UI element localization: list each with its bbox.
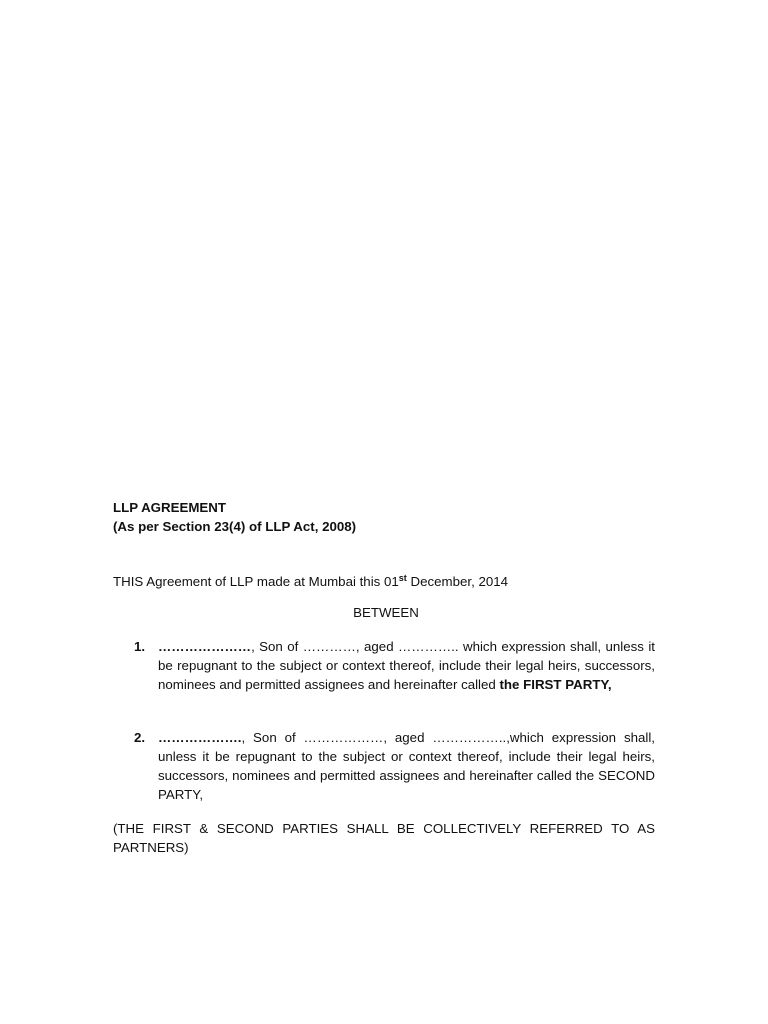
intro-date: December, 2014 [406, 574, 509, 589]
intro-superscript: st [398, 573, 407, 583]
closing-statement: (THE FIRST & SECOND PARTIES SHALL BE COLLECTIVELY REFERRED TO AS PARTNERS) [113, 821, 655, 855]
party-number: 1. [134, 639, 146, 654]
party-clause-first [134, 637, 655, 694]
party-text: , Son of …………, aged ………….. which expression shall, unless it be repugnant to the subject or context thereof, include their legal heirs, successors, nominees and permitted assignees and hereinafter called [158, 639, 655, 692]
intro-paragraph [113, 569, 508, 591]
document-title: LLP AGREEMENT [113, 500, 227, 515]
party-text: , Son of ………………, aged ……………..,which expression shall, unless it be repugnant to the subject or context thereof, include their legal heirs, successors, nominees and permitted assignees and hereinafter called the SECOND PARTY, [158, 730, 655, 802]
party-role: the FIRST PARTY, [499, 677, 612, 692]
party-name-blank: ………………… [158, 639, 252, 654]
document-subtitle: (As per Section 23(4) of LLP Act, 2008) [113, 519, 357, 534]
party-number: 2. [134, 730, 146, 745]
intro-text: THIS Agreement of LLP made at Mumbai this 01 [113, 574, 399, 589]
party-name-blank: ………………. [158, 730, 242, 745]
party-clause-second [134, 728, 655, 804]
between-heading: BETWEEN [353, 605, 419, 620]
